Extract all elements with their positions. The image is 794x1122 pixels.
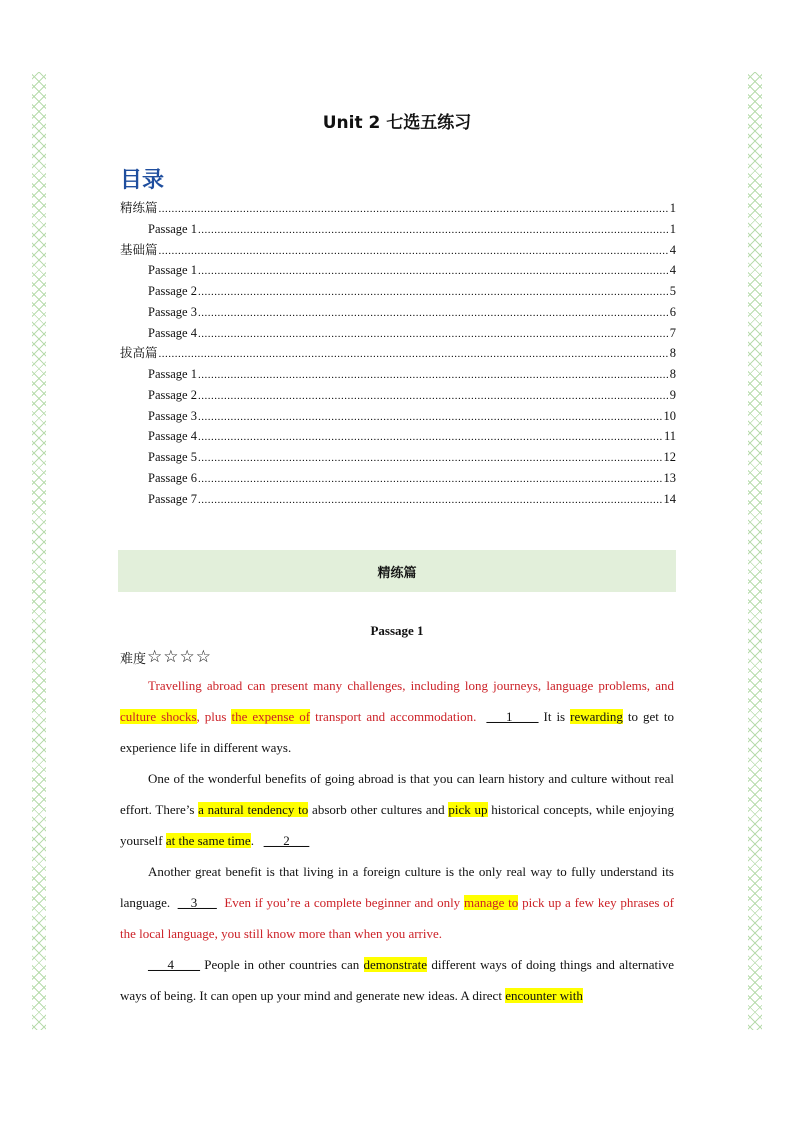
toc-entry-page: 1 (669, 201, 676, 215)
toc-entry-label: 拔高篇 (120, 346, 158, 361)
toc-entry-label: Passage 4 (148, 429, 197, 444)
toc-entry-page: 6 (669, 304, 676, 319)
decorative-border-left (32, 72, 46, 1030)
answer-blank-1: ___1____ (486, 709, 539, 724)
highlight: pick up (448, 802, 488, 817)
passage-body (120, 670, 674, 1011)
toc-entry-page: 13 (663, 470, 676, 485)
toc-leader-dots (198, 386, 669, 407)
toc-leader-dots (198, 407, 663, 428)
paragraph-4 (120, 949, 674, 1011)
toc-entry-label: Passage 2 (148, 284, 197, 298)
highlight: the expense of (231, 709, 311, 724)
toc-entry-page: 8 (669, 346, 676, 361)
text-run: . (250, 833, 254, 848)
answer-blank-4: ___4____ (148, 957, 200, 972)
text-run: , plus (196, 709, 232, 724)
toc-leader-dots (198, 324, 669, 345)
toc-entry-label: Passage 1 (148, 367, 197, 381)
toc-leader-dots (198, 261, 669, 282)
toc-leader-dots (198, 282, 669, 303)
toc-entry-page: 1 (669, 221, 676, 236)
toc-entry[interactable] (120, 281, 676, 302)
toc-entry-page: 9 (669, 387, 676, 402)
text-run: to get to experience life in different ways. (120, 709, 675, 755)
document-title: Unit 2 七选五练习 (322, 113, 472, 133)
text-run: Even if you’re a complete beginner and only (224, 895, 464, 910)
toc-heading: 目录 (120, 168, 165, 193)
toc-entry-page: 5 (669, 284, 676, 298)
text-run: pick up a few key phrases of the local language, you still know more than when you arrive. (120, 895, 675, 941)
highlight: culture shocks (120, 709, 197, 724)
section-heading-label: 精练篇 (377, 565, 417, 581)
paragraph-1 (120, 670, 674, 763)
toc-entry-label: Passage 4 (148, 325, 197, 340)
toc-entry[interactable] (120, 343, 676, 364)
toc-entry-page: 11 (663, 429, 676, 444)
text-run: different ways of doing things and alternative ways of being. It can open up your mind and generate new ideas. A direct (120, 957, 674, 1003)
text-run: One of the wonderful benefits of going abroad is that you can learn history and culture without real effort. There’s (120, 771, 674, 817)
toc-entry-page: 12 (663, 450, 676, 464)
toc-entry-label: 基础篇 (120, 242, 158, 257)
toc-entry-page: 8 (669, 367, 676, 381)
toc-entry-page: 10 (663, 408, 676, 423)
toc-entry-label: Passage 7 (148, 491, 197, 506)
toc-entry[interactable] (120, 447, 676, 468)
toc-leader-dots (198, 365, 669, 386)
answer-blank-3: __3___ (177, 895, 217, 910)
toc-entry[interactable] (120, 219, 676, 240)
toc-entry[interactable] (120, 260, 676, 281)
toc-entry-label: 精练篇 (120, 201, 158, 215)
text-run: People in other countries can (200, 957, 364, 972)
toc-entry-label: Passage 1 (148, 263, 197, 278)
toc-entry[interactable] (120, 489, 676, 510)
table-of-contents (120, 198, 676, 509)
toc-leader-dots (198, 490, 663, 511)
toc-entry[interactable] (120, 426, 676, 447)
toc-entry-page: 7 (669, 325, 676, 340)
toc-entry[interactable] (120, 406, 676, 427)
text-run: absorb other cultures and (308, 802, 449, 817)
section-heading-band (118, 550, 676, 592)
star-icons: ☆☆☆☆ (147, 647, 212, 667)
toc-entry[interactable] (120, 323, 676, 344)
text-run: It is (538, 709, 571, 724)
text-run: transport and accommodation. (310, 709, 477, 724)
highlight: demonstrate (363, 957, 428, 972)
toc-leader-dots (159, 344, 669, 365)
toc-entry[interactable] (120, 385, 676, 406)
toc-entry[interactable] (120, 468, 676, 489)
toc-leader-dots (198, 448, 663, 469)
toc-entry-label: Passage 5 (148, 450, 197, 464)
toc-entry-page: 14 (663, 491, 676, 506)
highlight: manage to (463, 895, 519, 910)
toc-leader-dots (198, 303, 669, 324)
toc-leader-dots (198, 427, 663, 448)
toc-entry-label: Passage 3 (148, 408, 197, 423)
answer-blank-2: ___2___ (263, 833, 310, 848)
toc-leader-dots (198, 220, 669, 241)
difficulty-label: 难度 (120, 650, 147, 666)
passage-title: Passage 1 (370, 623, 424, 638)
highlight: a natural tendency to (198, 802, 309, 817)
highlight: encounter with (505, 988, 583, 1003)
toc-entry-page: 4 (669, 263, 676, 278)
toc-entry-page: 4 (669, 242, 676, 257)
toc-leader-dots (159, 241, 669, 262)
toc-entry[interactable] (120, 240, 676, 261)
text-run: Travelling abroad can present many challenges, including long journeys, language problems, and (148, 678, 674, 693)
toc-leader-dots (159, 199, 669, 220)
highlight: at the same time (165, 833, 251, 848)
toc-leader-dots (198, 469, 663, 490)
toc-entry[interactable] (120, 302, 676, 323)
toc-entry[interactable] (120, 364, 676, 385)
highlight: rewarding (570, 709, 623, 724)
toc-entry[interactable] (120, 198, 676, 219)
paragraph-2 (120, 763, 674, 856)
text-run: Another great benefit is that living in a foreign culture is the only real way to fully understand its language. (120, 864, 674, 910)
toc-entry-label: Passage 6 (148, 470, 197, 485)
text-run: historical concepts, while enjoying yourself (120, 802, 674, 848)
toc-entry-label: Passage 2 (148, 387, 197, 402)
difficulty-rating (120, 647, 212, 667)
toc-entry-label: Passage 3 (148, 304, 197, 319)
toc-entry-label: Passage 1 (148, 221, 197, 236)
decorative-border-right (748, 72, 762, 1030)
paragraph-3 (120, 856, 674, 949)
